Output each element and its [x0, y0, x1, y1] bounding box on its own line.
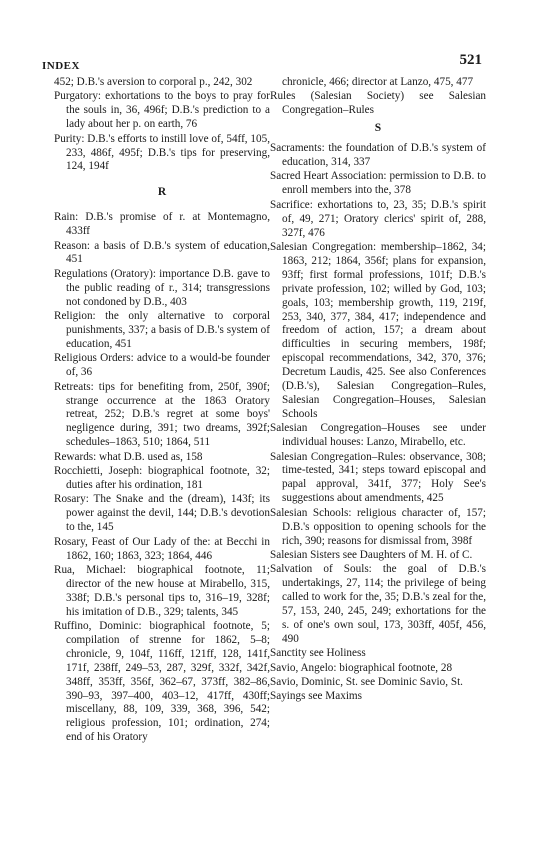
index-entry: Religious Orders: advice to a would-be founder of, 36 — [54, 352, 270, 379]
index-entry: Savio, Angelo: biographical footnote, 28 — [270, 661, 453, 674]
index-entry: Salesian Congregation–Houses see under individual houses: Lanzo, Mirabello, etc. — [270, 422, 486, 449]
index-entry: Rain: D.B.'s promise of r. at Montemagno, 433ff — [54, 211, 270, 238]
index-entry: Sanctity see Holiness — [270, 647, 366, 660]
index-entry: Salesian Schools: religious character of, 157; D.B.'s opposition to opening schools for the rich, 390; reasons for dismissal from, 398f — [270, 506, 486, 547]
section-letter-r: R — [157, 186, 167, 199]
index-entry: Salesian Congregation: membership–1862, 34; 1863, 212; 1864, 356f; plans for expansion, 93ff; first formal professions, 101f; D.B.'s private profession, 102; willed by God, 103; goals, 103; membership growth, 119, 219f, 253, 340, 377, 384, 417; independence and freedom of action, 157; a dream about difficulties in securing members, 198f; episcopal recommendations, 342, 370, 376; Decretum Laudis, 425. See also Conferences (D.B.'s), Salesian Congregation–Rules, Salesian Congregation–Houses, Salesian Schools — [270, 240, 486, 420]
index-entry: Rocchietti, Joseph: biographical footnote, 32; duties after his ordination, 181 — [54, 465, 270, 491]
index-entry: Purity: D.B.'s efforts to instill love of, 54ff, 105, 233, 486f, 495f; D.B.'s tips for preserving, 124, 194f — [54, 132, 270, 173]
index-entry: Savio, Dominic, St. see Dominic Savio, St. — [270, 676, 463, 689]
index-entry: Rua, Michael: biographical footnote, 11; director of the new house at Mirabello, 315, 338f; D.B.'s personal tips to, 316–19, 328f; his imitation of D.B., 329; talents, 345 — [54, 563, 270, 618]
index-entry: Religion: the only alternative to corporal punishments, 337; a basis of D.B.'s system of education, 451 — [54, 310, 270, 350]
index-entry: Rules (Salesian Society) see Salesian Congregation–Rules — [270, 90, 486, 117]
index-entry: Rewards: what D.B. used as, 158 — [54, 450, 203, 463]
index-entry: Rosary, Feast of Our Lady of the: at Becchi in 1862, 160; 1863, 323; 1864, 446 — [54, 535, 270, 562]
index-entry: Salesian Sisters see Daughters of M. H. of C. — [270, 548, 473, 561]
index-entry: chronicle, 466; director at Lanzo, 475, 477 — [282, 76, 474, 88]
index-entry: Sacrifice: exhortations to, 23, 35; D.B.'s spirit of, 49, 271; Oratory clerics' spirit of, 288, 327f, 476 — [270, 198, 486, 239]
section-letter-s: S — [374, 122, 382, 135]
index-entry: Reason: a basis of D.B.'s system of education, 451 — [54, 239, 270, 266]
index-column-right — [270, 76, 486, 705]
index-entry: Retreats: tips for benefiting from, 250f, 390f; strange occurrence at the 1863 Oratory retreat, 252; D.B.'s regret at some boys' negligence during, 391; two dreams, 392f; schedules–1863, 510; 1864, 511 — [54, 380, 270, 449]
index-column-left — [54, 76, 270, 746]
index-entry: Salesian Congregation–Rules: observance, 308; time-tested, 341; steps toward episcopal and papal approval, 341f, 377; Holy See's suggestions about amendments, 425 — [270, 450, 486, 505]
index-entry: Ruffino, Dominic: biographical footnote, 5; compilation of strenne for 1862, 5–8; chronicle, 9, 104f, 116ff, 121ff, 128, 141f, 171f, 238ff, 249–53, 287, 329f, 332f, 342f, 348ff, 353ff, 356f, 362–67, 373ff, 382–86, 390–93, 397–400, 403–12, 417ff, 430ff; miscellany, 88, 109, 339, 368, 396, 542; religious profession, 101; ordination, 274; end of his Oratory — [54, 620, 270, 744]
index-entry: Purgatory: exhortations to the boys to pray for the souls in, 36, 496f; D.B.'s prediction to a lady about her p. on earth, 76 — [54, 90, 270, 131]
index-entry: Sacred Heart Association: permission to D.B. to enroll members into the, 378 — [270, 170, 486, 197]
index-entry: Sacraments: the foundation of D.B.'s system of education, 314, 337 — [270, 142, 486, 169]
index-entry: Rosary: The Snake and the (dream), 143f; its power against the devil, 144; D.B.'s devotion to the, 145 — [54, 493, 270, 534]
index-entry: Salvation of Souls: the goal of D.B.'s undertakings, 27, 114; the privilege of being called to work for the, 35; D.B.'s zeal for the, 57, 153, 240, 245, 249; exhortations for the s. of one's own soul, 173, 303ff, 405f, 456, 490 — [270, 563, 486, 645]
index-entry: Sayings see Maxims — [270, 690, 362, 703]
page-number: 521 — [459, 52, 482, 68]
index-entry: 452; D.B.'s aversion to corporal p., 242, 302 — [54, 76, 253, 88]
index-entry: Regulations (Oratory): importance D.B. gave to the public reading of r., 314; transgressions not condoned by D.B., 403 — [54, 267, 270, 308]
running-head-section: INDEX — [42, 60, 80, 72]
